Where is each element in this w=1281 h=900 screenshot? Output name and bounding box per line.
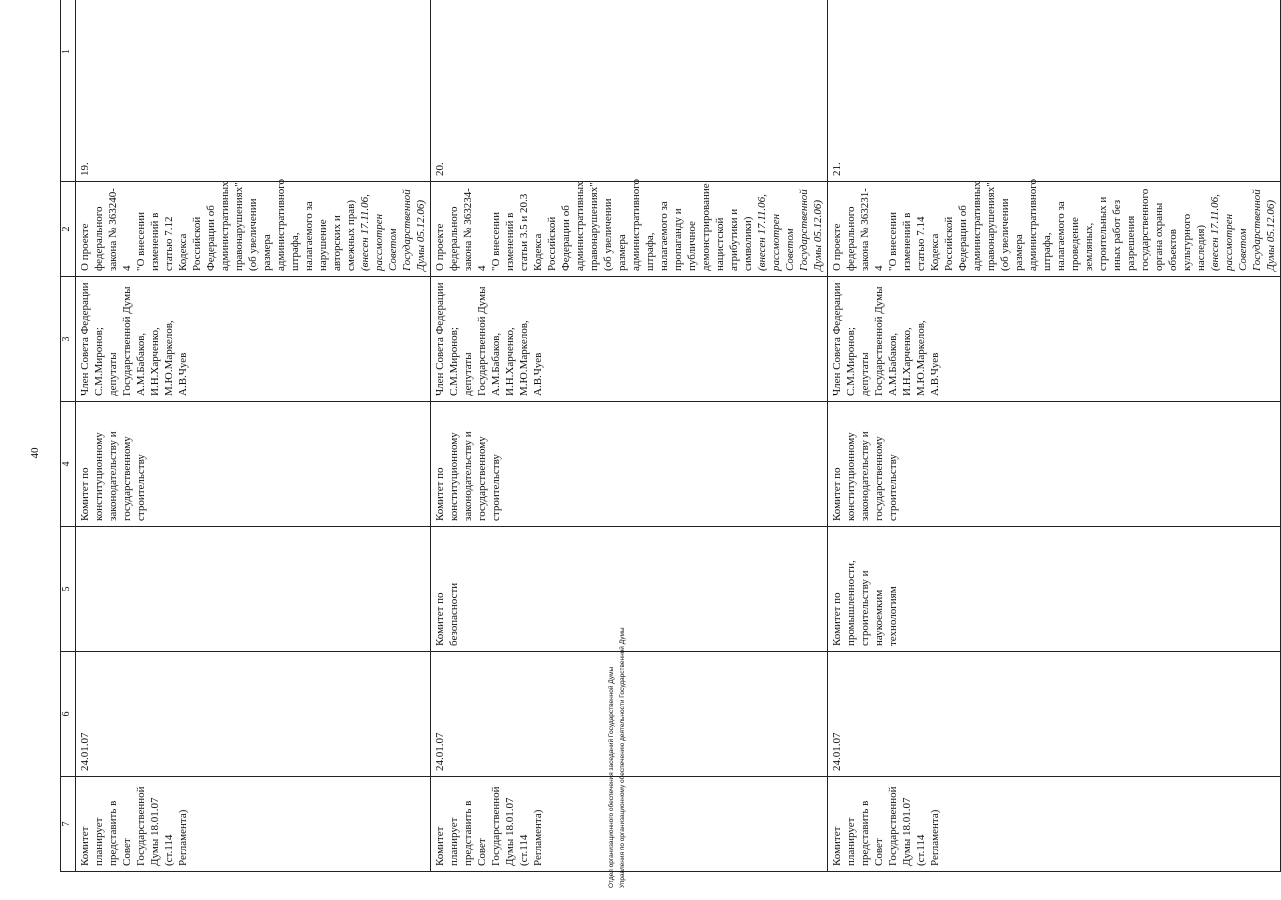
bills-table	[60, 0, 1281, 872]
page-number: 40	[29, 447, 41, 459]
co-executor-committee-cell	[76, 527, 431, 652]
initiator-cell: Член Совета Федерации С.М.Миронов; депутаты Государственной Думы А.М.Бабаков, И.Н.Харченко, М.Ю.Маркелов, А.В.Чуев	[828, 277, 1281, 402]
bill-subject-line: (об увеличении размера административного штрафа, налагаемого за проведение земляных, строительных и иных работ без разрешения государственного органа охраны объектов культурного наследия)	[999, 178, 1207, 271]
footer-line: Управления по организационному обеспечению деятельности Государственной Думы	[619, 627, 626, 888]
initiator-cell: Член Совета Федерации С.М.Миронов; депутаты Государственной Думы А.М.Бабаков, И.Н.Харченко, М.Ю.Маркелов, А.В.Чуев	[76, 277, 431, 402]
column-number: 3	[61, 277, 76, 402]
committee-cell: Комитет по конституционному законодательству и государственному строительству	[828, 402, 1281, 527]
bill-number-line: О проекте федерального закона № 363234-4	[434, 188, 488, 271]
column-number-row	[61, 0, 76, 872]
column-number: 7	[61, 777, 76, 872]
table-row	[828, 0, 1281, 872]
date-cell: 24.01.07	[431, 652, 828, 777]
footer-line: Отдел организационного обеспечения заседаний Государственной Думы	[608, 666, 615, 888]
bill-subject-line: (об увеличении размера административного штрафа, налагаемого за нарушение авторских и смежных прав)	[247, 178, 357, 271]
bill-title-cell	[76, 178, 431, 277]
co-executor-committee-cell: Комитет по безопасности	[431, 527, 828, 652]
row-number-cell: 19.	[76, 0, 431, 182]
column-number: 4	[61, 402, 76, 527]
date-cell: 24.01.07	[76, 652, 431, 777]
bill-note: (внесен 17.11.06, рассмотрен Советом Государственной Думы 05.12.06)	[359, 189, 427, 271]
column-number: 6	[61, 652, 76, 777]
bill-number-line: О проекте федерального закона № 363240-4	[79, 188, 133, 271]
bill-subject-line: (об увеличении размера административного штрафа, налагаемого за пропаганду и публичное демонстрирование нацистской атрибутики и символики)	[602, 178, 754, 271]
column-number: 5	[61, 527, 76, 652]
bill-title-cell	[431, 178, 828, 277]
date-cell: 24.01.07	[828, 652, 1281, 777]
committee-cell: Комитет по конституционному законодательству и государственному строительству	[431, 402, 828, 527]
initiator-cell: Член Совета Федерации С.М.Миронов; депутаты Государственной Думы А.М.Бабаков, И.Н.Харченко, М.Ю.Маркелов, А.В.Чуев	[431, 277, 828, 402]
bill-note: (внесен 17.11.06, рассмотрен Советом Государственной Думы 05.12.06)	[756, 189, 824, 271]
table-row	[76, 0, 431, 872]
column-number: 1	[61, 0, 76, 182]
status-cell: Комитет планирует представить в Совет Государственной Думы 18.01.07 (ст.114 Регламента)	[431, 777, 828, 872]
footer-directorate	[619, 465, 634, 895]
row-number-cell: 20.	[431, 0, 828, 182]
bill-title-cell	[828, 178, 1281, 277]
bill-name-line: "О внесении изменений в статьи 3.5 и 20.3 Кодекса Российской Федерации об административных правонарушениях"	[490, 181, 600, 271]
bill-name-line: "О внесении изменений в статью 7.14 Кодекса Российской Федерации об административных правонарушениях"	[887, 181, 997, 271]
bill-number-line: О проекте федерального закона № 363231-4	[831, 188, 885, 271]
status-cell: Комитет планирует представить в Совет Государственной Думы 18.01.07 (ст.114 Регламента)	[828, 777, 1281, 872]
co-executor-committee-cell: Комитет по промышленности, строительству и наукоемким технологиям	[828, 527, 1281, 652]
bill-note: (внесен 17.11.06, рассмотрен Советом Государственной Думы 05.12.06)	[1209, 189, 1277, 271]
committee-cell: Комитет по конституционному законодательству и государственному строительству	[76, 402, 431, 527]
column-number: 2	[61, 182, 76, 277]
row-number-cell: 21.	[828, 0, 1281, 182]
bill-name-line: "О внесении изменений в статью 7.12 Кодекса Российской Федерации об административных правонарушениях"	[135, 181, 245, 271]
status-cell: Комитет планирует представить в Совет Государственной Думы 18.01.07 (ст.114 Регламента)	[76, 777, 431, 872]
